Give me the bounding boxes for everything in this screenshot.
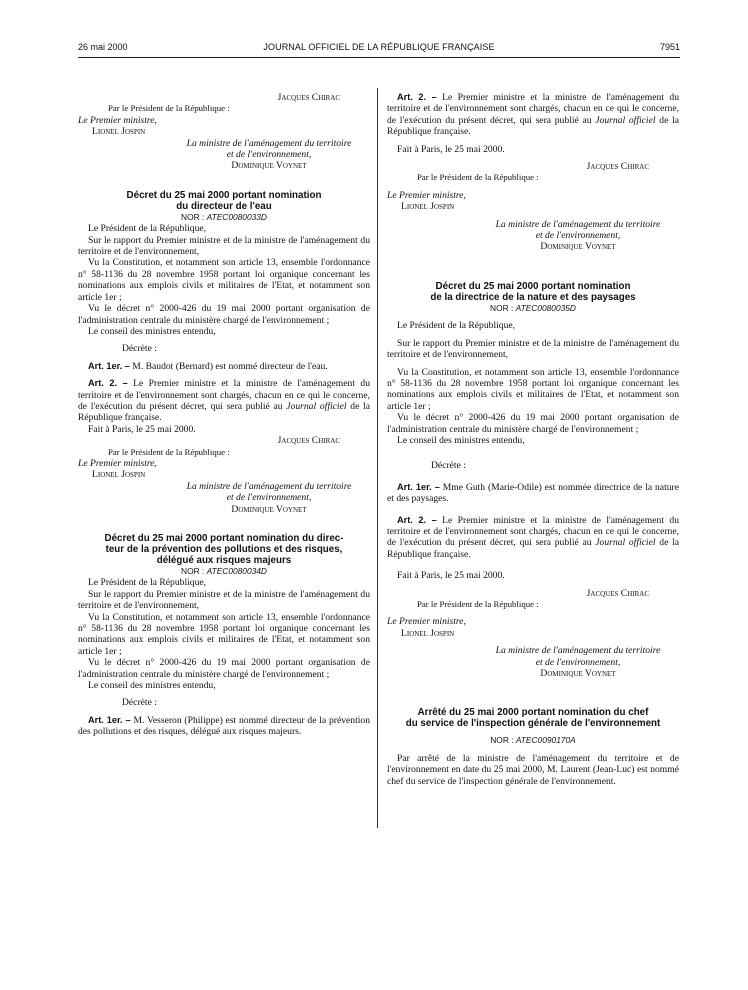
fait-a-paris: Fait à Paris, le 25 mai 2000.: [88, 423, 196, 435]
preamble-president: Le Président de la République,: [397, 320, 516, 332]
article-2: Art. 2. – Le Premier ministre et la ministre de l'aménagement du territoire et de l'environnement sont chargés, chacun en ce qui le concerne, de l'exécution du présent décret, qui sera publié au Journal officiel de la République française.: [78, 378, 371, 424]
signature-president: Jacques Chirac: [277, 92, 340, 103]
signature-par-le-president: Par le Président de la République :: [108, 446, 230, 457]
preamble-rapport: Sur le rapport du Premier ministre et de la ministre de l'aménagement du territoire et de l'environnement,: [387, 337, 679, 361]
left-column: [78, 92, 370, 738]
signature-pm-title: Le Premier ministre,: [78, 114, 157, 126]
decree-title: Décret du 25 mai 2000 portant nomination de la directrice de la nature et des paysages: [430, 280, 636, 303]
preamble-president: Le Président de la République,: [88, 223, 207, 235]
signature-ministre: La ministre de l'aménagement du territoire et de l'environnement, Dominique Voynet: [495, 645, 661, 680]
signature-ministre: La ministre de l'aménagement du territoire et de l'environnement, Dominique Voynet: [186, 480, 352, 515]
journal-title: JOURNAL OFFICIEL DE LA RÉPUBLIQUE FRANÇAISE: [263, 42, 495, 52]
nor-reference: NOR : ATEC0080033D: [181, 211, 267, 222]
preamble-decret: Vu le décret n° 2000-426 du 19 mai 2000 portant organisation de l'administration centrale du ministère chargé de l'environnement ;: [78, 303, 370, 326]
signature-pm-title: Le Premier ministre,: [78, 457, 157, 469]
arrete-body: Par arrêté de la ministre de l'aménagement du territoire et de l'environnement en date du 25 mai 2000, M. Laurent (Jean-Luc) est nommé chef du service de l'inspection générale de l'environnement.: [387, 752, 679, 787]
signature-pm-title: Le Premier ministre,: [387, 616, 466, 628]
decree-title: Décret du 25 mai 2000 portant nomination du directeur de l'eau: [126, 189, 322, 212]
signature-ministre: [78, 138, 370, 172]
nor-reference: NOR : ATEC0080035D: [490, 302, 576, 313]
nor-reference: NOR : ATEC0090170A: [490, 735, 576, 746]
column-divider: [377, 88, 378, 828]
preamble-constitution: Vu la Constitution, et notamment son article 13, ensemble l'ordonnance n° 58-1136 du 28 novembre 1958 portant loi organique concernant les nominations aux emplois civils et militaires de l'Etat, et notamment son article 1er ;: [78, 257, 370, 303]
decrete: Décrète :: [122, 343, 157, 355]
preamble-conseil: Le conseil des ministres entendu,: [88, 325, 216, 337]
page-number: 7951: [659, 42, 680, 52]
header-date: 26 mai 2000: [78, 42, 128, 52]
signature-pm-name: Lionel Jospin: [401, 627, 455, 639]
nor-reference: NOR : ATEC0080034D: [181, 566, 267, 576]
signature-pm-name: Lionel Jospin: [401, 201, 455, 213]
signature-pm-name: Lionel Jospin: [92, 126, 146, 138]
signature-pm-title: Le Premier ministre,: [387, 189, 466, 201]
signature-par-le-president: Par le Président de la République :: [417, 172, 539, 183]
article-2-label: Art. 2. –: [88, 378, 128, 389]
preamble-decret: Vu le décret n° 2000-426 du 19 mai 2000 portant organisation de l'administration centrale du ministère chargé de l'environnement ;: [78, 657, 370, 680]
right-column: [387, 92, 679, 787]
decrete: Décrète :: [122, 697, 157, 709]
ministre-name: Dominique Voynet: [231, 160, 307, 172]
article-1: Art. 1er. – M. Vesseron (Philippe) est nommé directeur de la prévention des pollutions et des risques, délégué aux risques majeurs.: [78, 714, 370, 738]
signature-par-le-president: Par le Président de la République :: [108, 103, 230, 114]
preamble-rapport: Sur le rapport du Premier ministre et de la ministre de l'aménagement du territoire et de l'environnement,: [78, 234, 370, 258]
preamble-constitution: Vu la Constitution, et notamment son article 13, ensemble l'ordonnance n° 58-1136 du 28 novembre 1958 portant loi organique concernant les nominations aux emplois civils et militaires de l'Etat, et notamment son article 1er ;: [387, 366, 679, 412]
preamble-conseil: Le conseil des ministres entendu,: [397, 434, 525, 446]
preamble-constitution: Vu la Constitution, et notamment son article 13, ensemble l'ordonnance n° 58-1136 du 28 novembre 1958 portant loi organique concernant les nominations aux emplois civils et militaires de l'Etat, et notamment son article 1er ;: [78, 611, 370, 657]
signature-pm-name: Lionel Jospin: [92, 469, 146, 481]
header-rule: [78, 57, 680, 58]
preamble-president: Le Président de la République,: [88, 577, 207, 589]
preamble-rapport: Sur le rapport du Premier ministre et de la ministre de l'aménagement du territoire et de l'environnement,: [78, 588, 370, 612]
article-1-label: Art. 1er. –: [88, 360, 130, 371]
fait-a-paris: Fait à Paris, le 25 mai 2000.: [397, 570, 505, 582]
article-1: Art. 1er. – M. Baudot (Bernard) est nommé directeur de l'eau.: [88, 360, 328, 372]
signature-president: Jacques Chirac: [277, 435, 340, 447]
article-1: Art. 1er. – Mme Guth (Marie-Odile) est nommée directrice de la nature et des paysages.: [387, 481, 679, 505]
preamble-conseil: Le conseil des ministres entendu,: [88, 680, 216, 692]
decree-title: Arrêté du 25 mai 2000 portant nomination du chef du service de l'inspection générale de l'environnement: [405, 707, 661, 730]
ministre-title-line1: La ministre de l'aménagement du territoire: [186, 137, 352, 149]
article-2: Art. 2. – Le Premier ministre et la ministre de l'aménagement du territoire et de l'environnement sont chargés, chacun en ce qui le concerne, de l'exécution du présent décret, qui sera publié au Journal officiel de la République française.: [387, 514, 680, 560]
signature-president: Jacques Chirac: [586, 161, 649, 173]
decrete: Décrète :: [431, 460, 466, 472]
article-2: Art. 2. – Le Premier ministre et la ministre de l'aménagement du territoire et de l'environnement sont chargés, chacun en ce qui le concerne, de l'exécution du présent décret, qui sera publié au Journal officiel de la République française.: [387, 92, 680, 138]
signature-president: Jacques Chirac: [586, 587, 649, 599]
ministre-title-line2: et de l'environnement,: [226, 149, 312, 161]
signature-par-le-president: Par le Président de la République :: [417, 599, 539, 609]
fait-a-paris: Fait à Paris, le 25 mai 2000.: [397, 143, 505, 155]
signature-ministre: La ministre de l'aménagement du territoire et de l'environnement, Dominique Voynet: [495, 218, 661, 253]
preamble-decret: Vu le décret n° 2000-426 du 19 mai 2000 portant organisation de l'administration centrale du ministère chargé de l'environnement ;: [387, 412, 679, 435]
decree-title: Décret du 25 mai 2000 portant nomination du direc- teur de la prévention des pollutions et des risques, délégué aux risques majeurs: [104, 533, 344, 566]
